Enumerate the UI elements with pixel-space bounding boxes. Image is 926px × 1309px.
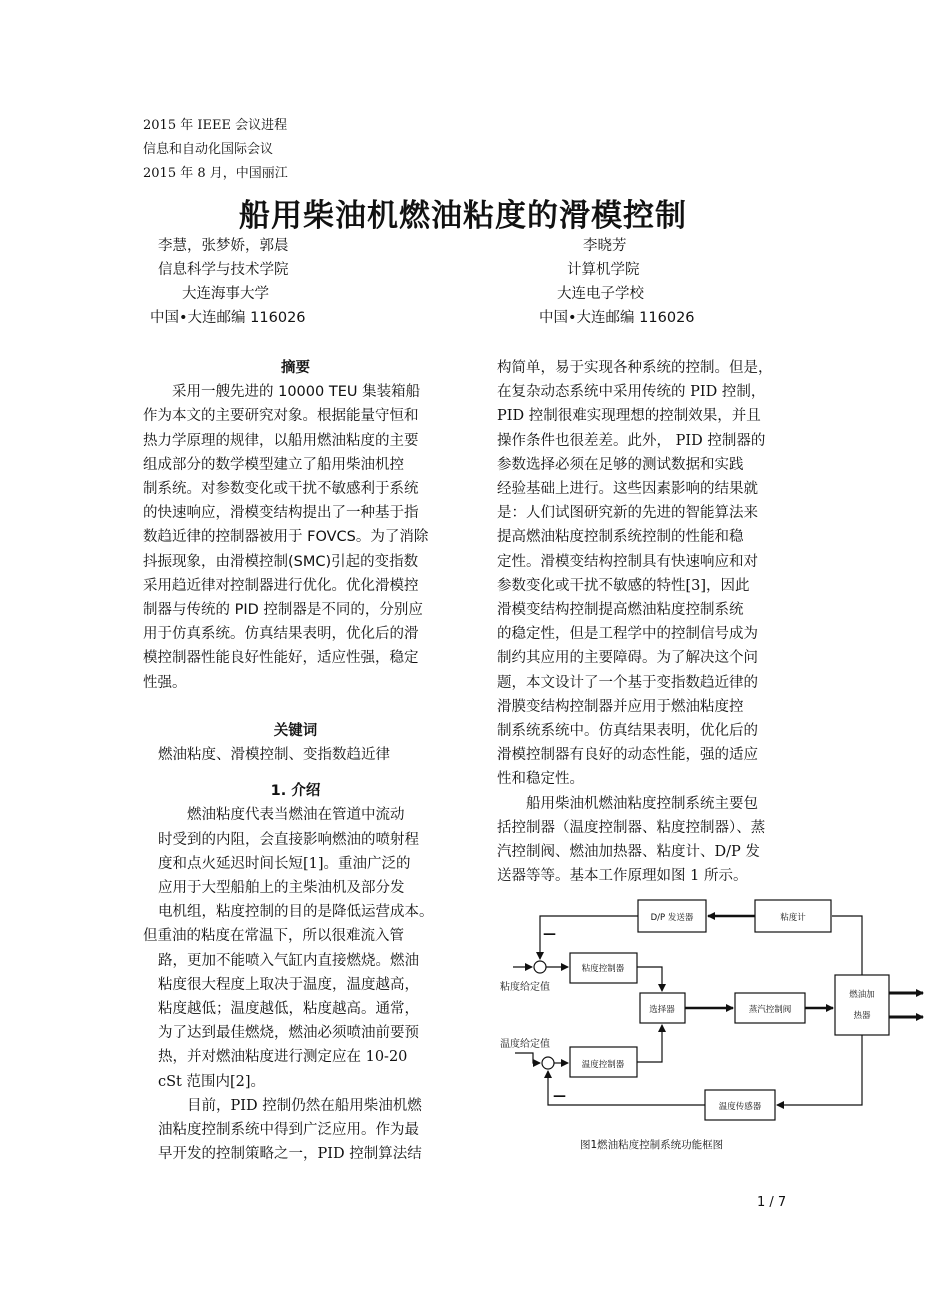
right-column — [497, 356, 789, 888]
right-line: 滑膜变结构控制器并应用于燃油粘度控 — [497, 698, 744, 715]
abstract-line: 制器与传统的 PID 控制器是不同的，分别应 — [143, 602, 423, 619]
intro-line: 热，并对燃油粘度进行测定应在 10-20 — [158, 1049, 408, 1066]
right-line: 经验基础上进行。这些因素影响的结果就 — [497, 481, 758, 498]
block-diagram — [495, 890, 926, 1160]
temperature-summing-junction — [542, 1057, 554, 1069]
intro-line: 度和点火延迟时间长短[1]。重油广泛的 — [158, 855, 411, 872]
minus-sign-viscosity: — — [543, 927, 556, 942]
right-line: 在复杂动态系统中采用传统的 PID 控制， — [497, 384, 766, 401]
right-line: 题，本文设计了一个基于变指数趋近律的 — [497, 674, 758, 691]
page-number: 1 / 7 — [757, 1195, 787, 1210]
abstract-heading: 摘要 — [281, 360, 310, 376]
abstract-line: 组成部分的数学模型建立了船用柴油机控 — [143, 456, 404, 473]
keywords-text: 燃油粘度、滑模控制、变指数趋近律 — [158, 747, 390, 764]
conference-line-3: 2015 年 8 月，中国丽江 — [143, 166, 288, 181]
right-line: 提高燃油粘度控制系统控制的性能和稳 — [497, 529, 744, 546]
intro-line: 粘度越低；温度越低，粘度越高。通常， — [158, 1001, 419, 1018]
intro-line: 路，更加不能喷入气缸内直接燃烧。燃油 — [158, 952, 419, 969]
temperature-controller-label: 温度控制器 — [581, 1060, 625, 1070]
intro-line: 早开发的控制策略之一，PID 控制算法结 — [158, 1146, 422, 1163]
minus-sign-temperature: — — [553, 1089, 566, 1104]
fuel-heater-box — [835, 975, 889, 1035]
temperature-sensor-label: 温度传感器 — [718, 1102, 762, 1112]
author-left-univ: 大连海事大学 — [182, 286, 269, 302]
abstract-line: 采用趋近律对控制器进行优化。优化滑模控 — [143, 577, 419, 594]
abstract-body — [143, 380, 448, 695]
intro-line: 目前，PID 控制仍然在船用柴油机燃 — [187, 1097, 422, 1114]
author-left-names: 李慧，张梦娇，郭晨 — [158, 238, 289, 254]
author-left-addr: 中国•大连邮编 116026 — [150, 310, 306, 326]
steam-valve-label: 蒸汽控制阀 — [748, 1005, 792, 1015]
right-line: 括控制器（温度控制器、粘度控制器）、蒸 — [497, 819, 766, 836]
right-line: 构简单，易于实现各种系统的控制。但是， — [497, 360, 773, 376]
intro-line: 油粘度控制系统中得到广泛应用。作为最 — [158, 1122, 419, 1139]
left-column — [143, 356, 448, 1167]
author-right-names: 李晓芳 — [583, 238, 627, 254]
abstract-line: 模控制器性能良好性能好，适应性强，稳定 — [143, 650, 419, 667]
conference-line-2: 信息和自动化国际会议 — [143, 142, 274, 157]
right-line: 送器等等。基本工作原理如图 1 所示。 — [497, 868, 748, 885]
temperature-setpoint-label: 温度给定值 — [500, 1039, 550, 1050]
right-line: PID 控制很难实现理想的控制效果，并且 — [497, 408, 761, 425]
intro-line: 为了达到最佳燃烧，燃油必须喷油前要预 — [158, 1025, 419, 1042]
author-right-univ: 大连电子学校 — [557, 286, 644, 302]
viscosity-summing-junction — [534, 961, 546, 973]
right-line: 汽控制阀、燃油加热器、粘度计、D/P 发 — [497, 844, 760, 861]
conference-line-1: 2015 年 IEEE 会议进程 — [143, 118, 288, 133]
intro-line: cSt 范围内[2]。 — [158, 1073, 266, 1090]
right-line: 滑模控制器有良好的动态性能，强的适应 — [497, 747, 758, 764]
abstract-line: 作为本文的主要研究对象。根据能量守恒和 — [143, 408, 419, 425]
intro-line: 时受到的内阻，会直接影响燃油的喷射程 — [158, 831, 419, 848]
intro-heading: 1. 介绍 — [270, 783, 321, 800]
intro-line: 电机组，粘度控制的目的是降低运营成本。 — [158, 904, 434, 921]
abstract-line: 抖振现象，由滑模控制(SMC)引起的变指数 — [143, 553, 419, 570]
right-line: 性和稳定性。 — [497, 771, 584, 788]
keywords-heading: 关键词 — [273, 722, 318, 739]
intro-line: 燃油粘度代表当燃油在管道中流动 — [187, 807, 405, 824]
intro-line: 但重油的粘度在常温下，所以很难流入管 — [143, 928, 404, 945]
paper-title: 船用柴油机燃油粘度的滑模控制 — [239, 198, 687, 234]
right-line: 船用柴油机燃油粘度控制系统主要包 — [526, 795, 758, 812]
right-line: 制系统系统中。仿真结果表明，优化后的 — [497, 723, 758, 740]
right-line: 参数变化或干扰不敏感的特性[3]，因此 — [497, 577, 750, 594]
intro-line: 粘度很大程度上取决于温度，温度越高， — [158, 976, 419, 993]
viscosity-setpoint-label: 粘度给定值 — [500, 982, 550, 993]
author-left-dept: 信息科学与技术学院 — [158, 262, 289, 278]
right-line: 的稳定性，但是工程学中的控制信号成为 — [497, 626, 758, 643]
right-line: 参数选择必须在足够的测试数据和实践 — [497, 456, 744, 473]
abstract-line: 热力学原理的规律，以船用燃油粘度的主要 — [143, 432, 419, 449]
abstract-line: 数趋近律的控制器被用于 FOVCS。为了消除 — [143, 529, 429, 546]
abstract-line: 性强。 — [143, 674, 187, 691]
intro-body — [143, 803, 448, 1166]
viscosity-controller-label: 粘度控制器 — [581, 964, 625, 974]
right-line: 滑模变结构控制提高燃油粘度控制系统 — [497, 602, 744, 619]
right-line: 定性。滑模变结构控制具有快速响应和对 — [497, 553, 758, 570]
right-line: 操作条件也很差差。此外， PID 控制器的 — [497, 432, 766, 449]
abstract-line: 的快速响应，滑模变结构提出了一种基于指 — [143, 505, 419, 522]
viscometer-label: 粘度计 — [780, 913, 806, 923]
figure-caption: 图1燃油粘度控制系统功能框图 — [580, 1139, 724, 1151]
right-line: 制约其应用的主要障碍。为了解决这个问 — [497, 650, 758, 667]
fuel-heater-label-1: 燃油加 — [849, 990, 875, 1000]
abstract-line: 采用一艘先进的 10000 TEU 集装箱船 — [172, 384, 421, 401]
abstract-line: 用于仿真系统。仿真结果表明，优化后的滑 — [143, 626, 419, 643]
abstract-line: 制系统。对参数变化或干扰不敏感利于系统 — [143, 481, 419, 498]
author-right-addr: 中国•大连邮编 116026 — [539, 310, 695, 326]
intro-line: 应用于大型船舶上的主柴油机及部分发 — [158, 880, 405, 897]
fuel-heater-label-2: 热器 — [853, 1011, 871, 1021]
selector-label: 选择器 — [649, 1005, 675, 1015]
right-line: 是：人们试图研究新的先进的智能算法来 — [497, 505, 758, 522]
dp-transmitter-label: D/P 发送器 — [650, 913, 694, 923]
author-right-dept: 计算机学院 — [567, 262, 640, 278]
